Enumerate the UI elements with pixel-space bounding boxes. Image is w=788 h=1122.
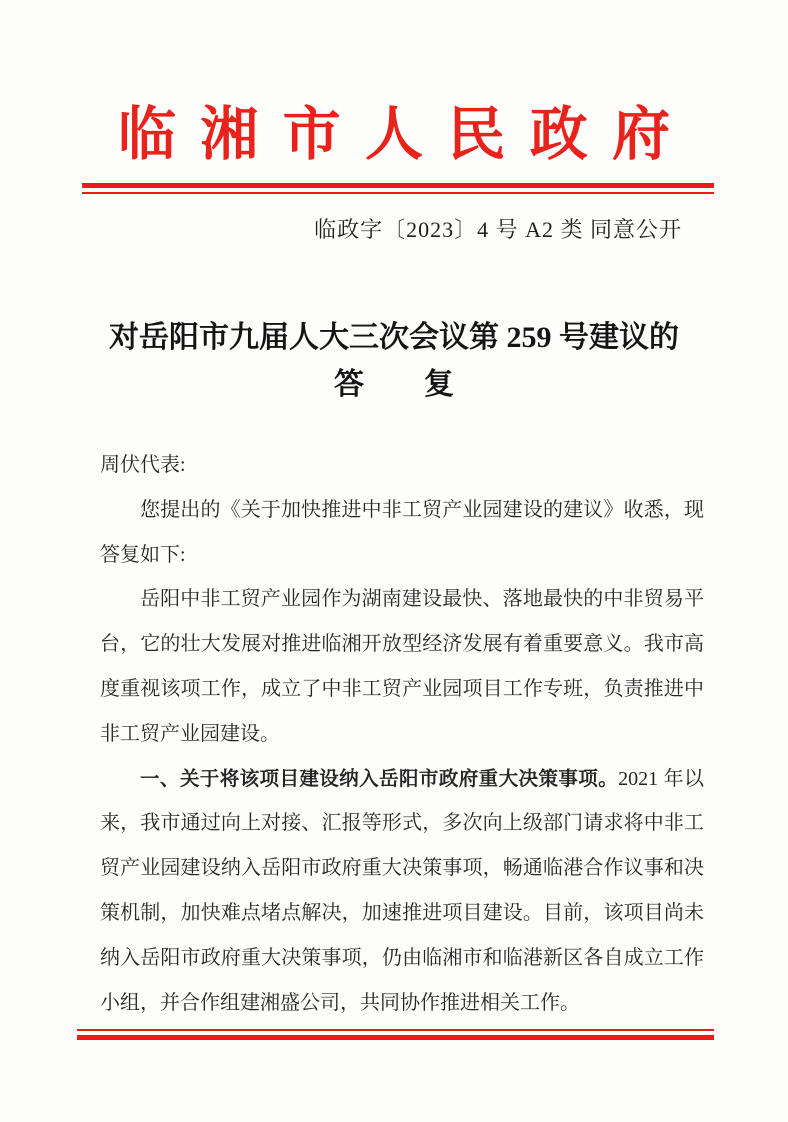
doc-number: 临政字〔2023〕4 号 A2 类 同意公开 bbox=[314, 217, 682, 242]
paragraph-intro: 您提出的《关于加快推进中非工贸产业园建设的建议》收悉，现答复如下: bbox=[100, 498, 704, 566]
paragraph-overview: 岳阳中非工贸产业园作为湖南建设最快、落地最快的中非贸易平台，它的壮大发展对推进临湘开放型经济发展有着重要意义。我市高度重视该项工作，成立了中非工贸产业园项目工作专班，负责推进中非工贸产业园建设。 bbox=[100, 588, 704, 745]
footer-divider-thick-line bbox=[77, 1035, 714, 1040]
paragraph-section-1 bbox=[100, 757, 704, 1026]
footer-divider bbox=[77, 1029, 714, 1040]
footer-divider-thin-line bbox=[77, 1029, 714, 1031]
header-divider-thin-line bbox=[82, 192, 714, 194]
document-title bbox=[0, 314, 788, 408]
salutation: 周伏代表: bbox=[100, 454, 186, 476]
section-1-text: 2021 年以来，我市通过向上对接、汇报等形式，多次向上级部门请求将中非工贸产业园建设纳入岳阳市政府重大决策事项，畅通临港合作议事和决策机制，加快难点堵点解决，加速推进项目建设。目前，该项目尚未纳入岳阳市政府重大决策事项，仍由临湘市和临港新区各自成立工作小组，并合作组建湘盛公司，共同协作推进相关工作。 bbox=[100, 767, 704, 1014]
header-divider-thick-line bbox=[82, 183, 714, 188]
document-body bbox=[100, 443, 704, 1025]
agency-name: 临湘市人民政府 bbox=[117, 102, 695, 167]
document-title-line-2: 答 复 bbox=[334, 368, 454, 401]
document-title-line-1: 对岳阳市九届人大三次会议第 259 号建议的 bbox=[109, 321, 679, 354]
section-1-heading: 一、关于将该项目建设纳入岳阳市政府重大决策事项。 bbox=[140, 767, 619, 790]
header-divider bbox=[82, 183, 714, 194]
